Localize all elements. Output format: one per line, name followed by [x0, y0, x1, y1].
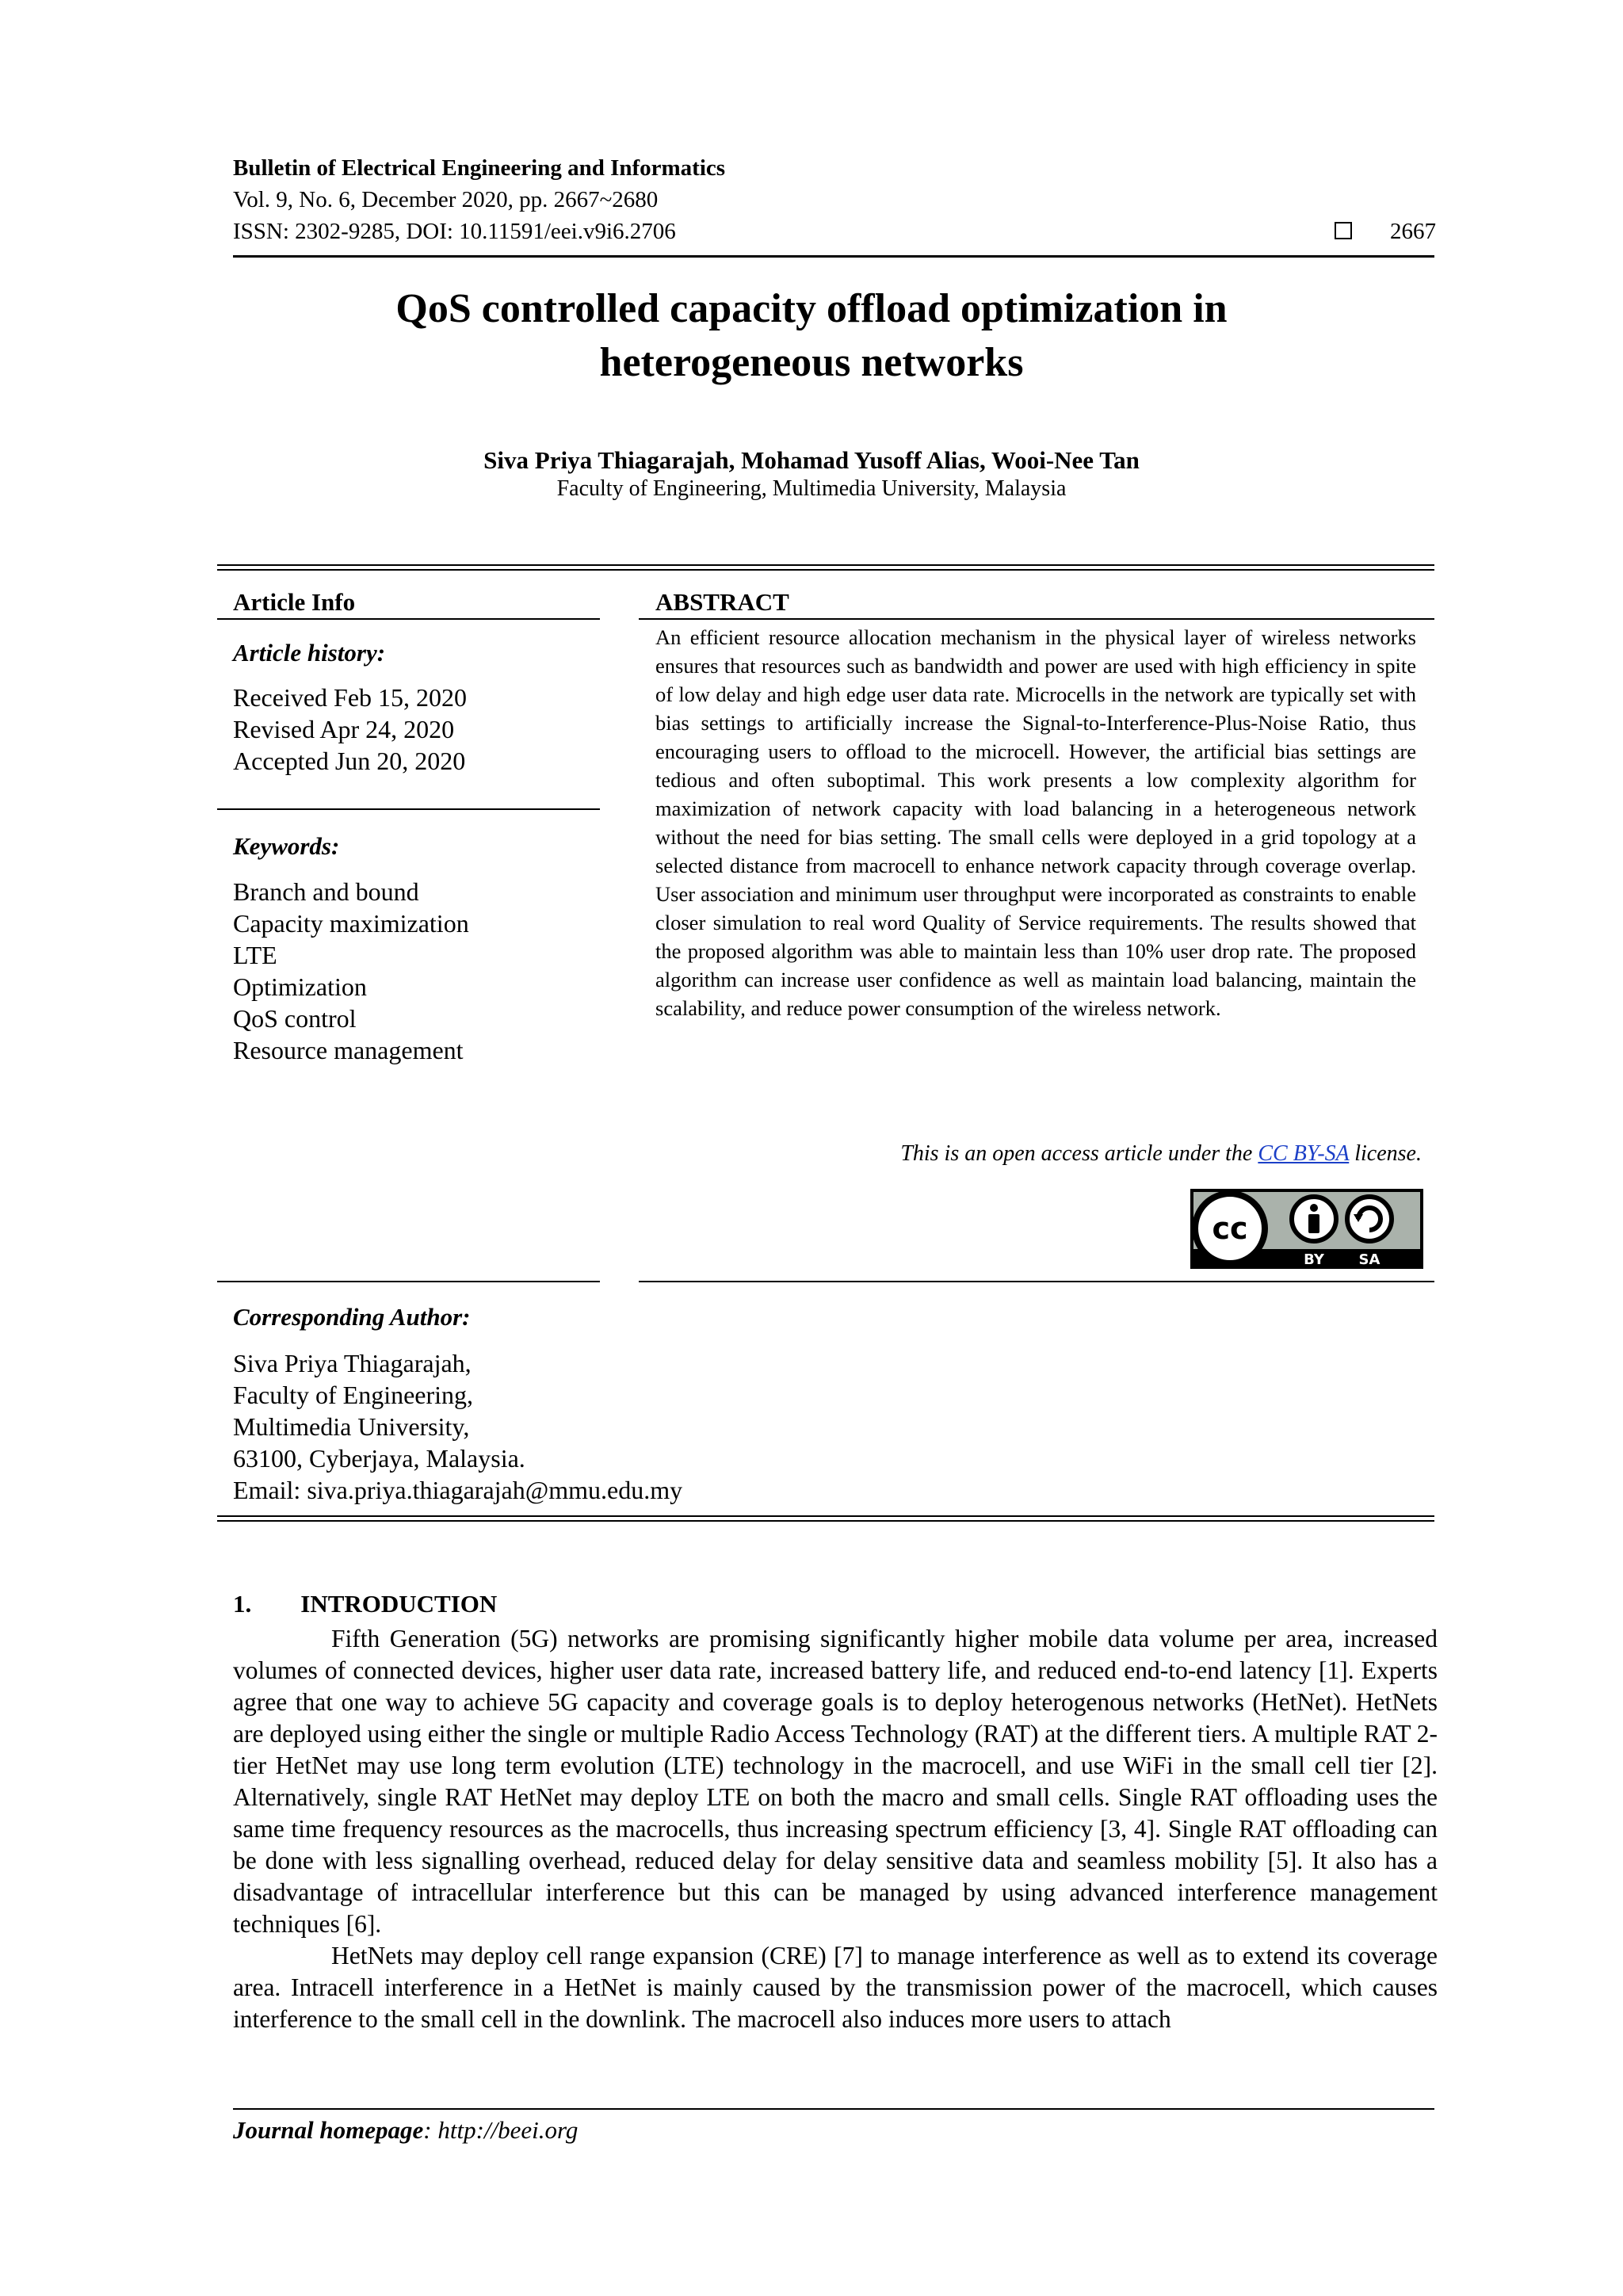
keyword-item: Optimization [233, 972, 367, 1001]
issn-line: ISSN: 2302-9285, DOI: 10.11591/eei.v9i6.2706 [233, 219, 676, 244]
history-revised: Revised Apr 24, 2020 [233, 715, 455, 743]
footer-url[interactable]: : http://beei.org [423, 2116, 579, 2144]
footer-rule [233, 2108, 1434, 2110]
corresponding-email: Email: siva.priya.thiagarajah@mmu.edu.my [233, 1476, 683, 1504]
abstract-rule [639, 618, 1434, 620]
journal-homepage [233, 2116, 578, 2145]
keywords-list [233, 876, 598, 1066]
info-top-rule [217, 564, 1434, 566]
keyword-item: Branch and bound [233, 877, 419, 906]
corresponding-line: Siva Priya Thiagarajah, [233, 1349, 472, 1377]
keyword-item: QoS control [233, 1004, 357, 1033]
keyword-item: Capacity maximization [233, 909, 469, 938]
corresponding-author-block [233, 1347, 682, 1506]
volume-line: Vol. 9, No. 6, December 2020, pp. 2667~2680 [233, 187, 659, 212]
history-received: Received Feb 15, 2020 [233, 683, 468, 712]
license-statement: This is an open access article under the CC BY-SA license. [900, 1141, 1422, 1166]
corresponding-line: 63100, Cyberjaya, Malaysia. [233, 1444, 525, 1473]
journal-name: Bulletin of Electrical Engineering and Informatics [233, 155, 726, 181]
article-history-list [233, 682, 598, 777]
keywords-heading: Keywords: [233, 832, 340, 860]
history-accepted: Accepted Jun 20, 2020 [233, 747, 466, 775]
corresponding-line: Faculty of Engineering, [233, 1381, 474, 1409]
page-number: 2667 [1390, 219, 1436, 244]
paragraph: Fifth Generation (5G) networks are promising significantly higher mobile data volume per area, increased volumes of connected devices, higher user data rate, increased battery life, and reduced end-to-end latency [1]. Experts agree that one way to achieve 5G capacity and coverage goals is to deploy heterogenous networks (HetNet). HetNets are deployed using either the single or multiple Radio Access Technology (RAT) at the different tiers. A multiple RAT 2-tier HetNet may use long term evolution (LTE) technology in the macrocell, and use WiFi in the small cell tier [2]. Alternatively, single RAT HetNet may deploy LTE on both the macro and small cells. Single RAT offloading uses the same time frequency resources as the macrocells, thus increasing spectrum efficiency [3, 4]. Single RAT offloading can be done with less signalling overhead, reduced delay for delay sensitive data and seamless mobility [5]. It also has a disadvantage of intracellular interference but this can be managed by using advanced interference management techniques [6]. [233, 1625, 1438, 1938]
introduction-body [233, 1623, 1438, 2035]
keywords-rule [217, 1281, 600, 1282]
abstract-text: An efficient resource allocation mechanism in the physical layer of wireless networks ensures that resources such as bandwidth and power are used with high efficiency in spite of low delay and high edge user data rate. Microcells in the network are typically set with bias settings to artificially increase the Signal-to-Interference-Plus-Noise Ratio, thus encouraging users to offload to the microcell. However, the artificial bias settings are tedious and often suboptimal. This work presents a low complexity algorithm for maximization of network capacity with load balancing in a heterogeneous network without the need for bias setting. The small cells were deployed in a grid topology at a selected distance from macrocell to enhance network capacity through coverage overlap. User association and minimum user throughput were incorporated as constraints to enable closer simulation to real word Quality of Service requirements. The results showed that the proposed algorithm was able to maintain less than 10% user drop rate. The proposed algorithm can increase user confidence as well as maintain load balancing, maintain the scalability, and reduce power consumption of the wireless network. [655, 625, 1416, 1020]
paragraph: HetNets may deploy cell range expansion (CRE) [7] to manage interference as well as to extend its coverage area. Intracell interference in a HetNet is mainly caused by the transmission power of the macrocell, which causes interference to the small cell in the downlink. The macrocell also induces more users to attach [233, 1942, 1438, 2033]
page-number-block [1335, 219, 1436, 245]
corresponding-line: Multimedia University, [233, 1412, 470, 1441]
introduction-heading: 1. INTRODUCTION [233, 1590, 498, 1618]
article-info-heading: Article Info [233, 588, 356, 616]
abstract-heading: ABSTRACT [655, 588, 789, 616]
authors: Siva Priya Thiagarajah, Mohamad Yusoff Alias, Wooi-Nee Tan [483, 446, 1140, 474]
header-rule [233, 255, 1434, 258]
history-rule [217, 808, 600, 810]
footer-label: Journal homepage [233, 2116, 424, 2144]
corresponding-heading: Corresponding Author: [233, 1303, 471, 1331]
keyword-item: Resource management [233, 1036, 464, 1064]
affiliation: Faculty of Engineering, Multimedia University, Malaysia [556, 476, 1067, 501]
square-bullet-icon [1335, 222, 1352, 239]
keyword-item: LTE [233, 941, 277, 969]
badge-sa-text: SA [1358, 1251, 1381, 1268]
cc-by-sa-badge-icon[interactable] [1190, 1189, 1423, 1269]
article-info-rule [217, 618, 600, 620]
badge-cc-text: cc [1212, 1211, 1248, 1246]
cc-by-sa-link[interactable]: CC BY-SA [1258, 1141, 1350, 1166]
paper-title: QoS controlled capacity offload optimization in heterogeneous networks [395, 286, 1228, 385]
article-history-heading: Article history: [233, 639, 386, 667]
badge-by-text: BY [1304, 1251, 1324, 1268]
info-bottom-rule [217, 1515, 1434, 1517]
abstract-bottom-rule [639, 1281, 1434, 1282]
